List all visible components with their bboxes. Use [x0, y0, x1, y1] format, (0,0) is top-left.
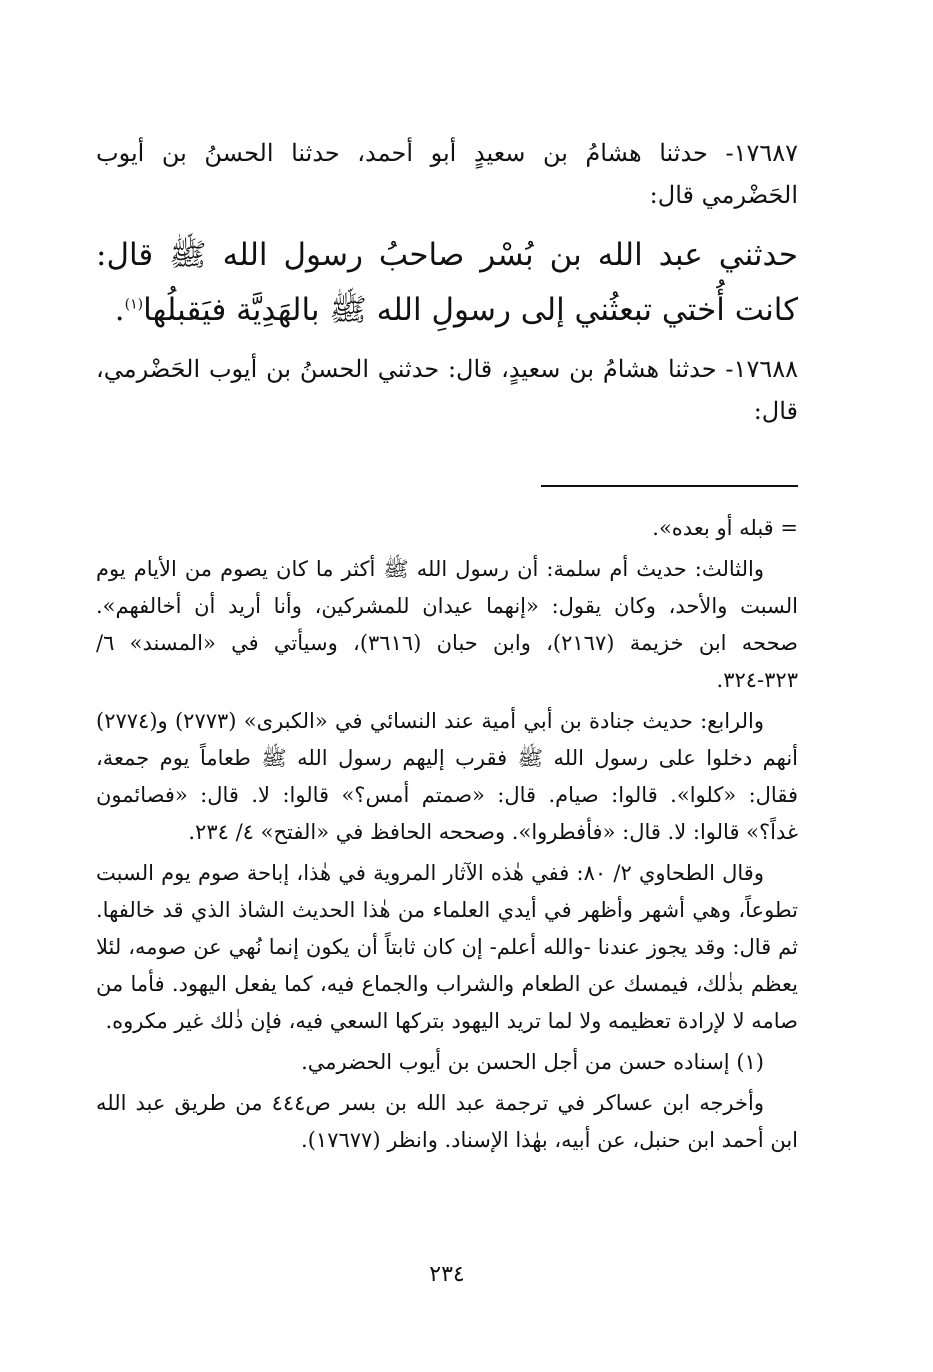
isnad-text: - حدثنا هشامُ بن سعيدٍ أبو أحمد، حدثنا الحسنُ بن أيوب الحَضْرمي قال: [96, 139, 798, 209]
note-tahawi: وقال الطحاوي ٢/ ٨٠: ففي هٰذه الآثار المروية في هٰذا، إباحة صوم يوم السبت تطوعاً، وهي أشهر وأظهر في أيدي العلماء من هٰذا الحديث الشاذ الذي قد خالفها. ثم قال: وقد يجوز عندنا -والله أعلم- إن كان ثابتاً أن يكون إنما نُهي عن صومه، لئلا يعظم بذٰلك، فيمسك عن الطعام والشراب والجماع فيه، كما يفعل اليهود. فأما من صامه لا لإرادة تعظيمه ولا لما تريد اليهود بتركها السعي فيه، فإن ذٰلك غير مكروه. [96, 861, 798, 1033]
note-ibn-asakir: وأخرجه ابن عساكر في ترجمة عبد الله بن بسر ص٤٤٤ من طريق عبد الله ابن أحمد ابن حنبل، عن أبيه، بهٰذا الإسناد. وانظر (١٧٦٧٧). [96, 1091, 798, 1152]
page-number: ٢٣٤ [429, 1262, 465, 1287]
matn-end: . [114, 292, 125, 328]
isnad-text: - حدثنا هشامُ بن سعيدٍ، قال: حدثني الحسنُ بن أيوب الحَضْرمي، قال: [96, 355, 798, 425]
note-fourth-hadith: والرابع: حديث جنادة بن أبي أمية عند النسائي في «الكبرى» (٢٧٧٣) و(٢٧٧٤) أنهم دخلوا على رسول الله ﷺ فقرب إليهم رسول الله ﷺ طعاماً يوم جمعة، فقال: «كلوا». قالوا: صيام. قال: «صمتم أمس؟» قالوا: لا. قال: «فصائمون غداً؟» قالوا: لا. قال: «فأفطروا». وصححه الحافظ في «الفتح» ٤/ ٢٣٤. [96, 709, 798, 844]
book-page [96, 0, 798, 1372]
main-text [96, 132, 798, 432]
note-third-hadith: والثالث: حديث أم سلمة: أن رسول الله ﷺ أكثر ما كان يصوم من الأيام يوم السبت والأحد، وكان يقول: «إنهما عيدان للمشركين، وأنا أريد أن أخالفهم». صححه ابن خزيمة (٢١٦٧)، وابن حبان (٣٦١٦)، وسيأتي في «المسند» ٦/ ٣٢٣-٣٢٤. [96, 557, 798, 692]
hadith-number: ١٧٦٨٨ [733, 355, 798, 383]
note-continuation: = قبله أو بعده». [652, 516, 798, 540]
footnotes [96, 510, 798, 1163]
matn-text: حدثني عبد الله بن بُسْر صاحبُ رسول الله ﷺ قال: كانت أُختي تبعثُني إلى رسولِ الله ﷺ بالهَدِيَّة فيَقبلُها [96, 237, 798, 328]
footnote-reference[interactable]: (١) [124, 296, 144, 313]
hadith-17687-chain [96, 132, 798, 216]
footnote-separator [541, 485, 798, 487]
footnote-1: (١) إسناده حسن من أجل الحسن بن أيوب الحضرمي. [301, 1050, 764, 1074]
hadith-17687-matn [96, 228, 798, 338]
hadith-17688-chain [96, 348, 798, 432]
hadith-number: ١٧٦٨٧ [733, 139, 799, 167]
